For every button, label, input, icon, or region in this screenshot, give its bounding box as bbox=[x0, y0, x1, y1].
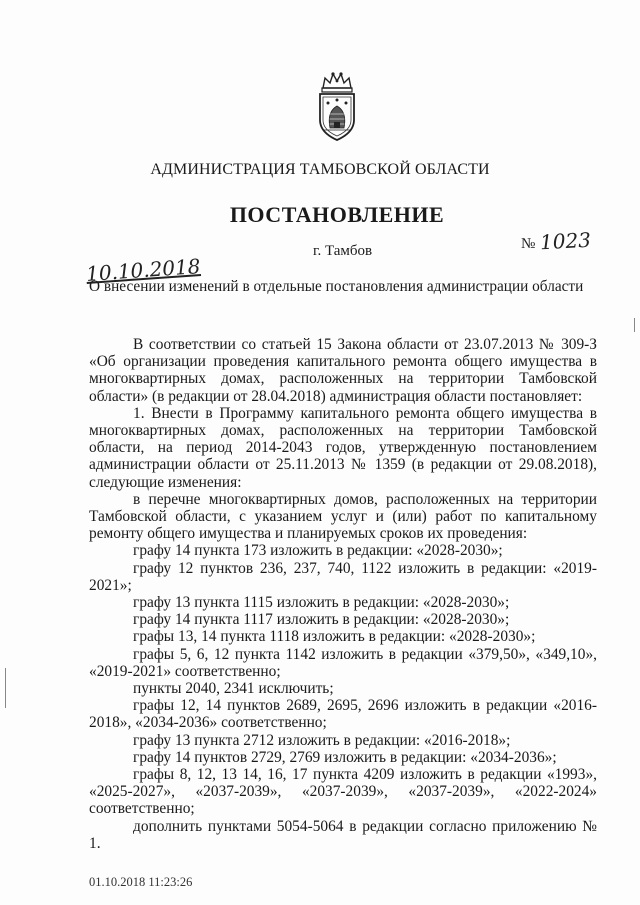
number-label: № bbox=[521, 236, 536, 252]
organization-title: АДМИНИСТРАЦИЯ ТАМБОВСКОЙ ОБЛАСТИ bbox=[150, 161, 490, 178]
paragraph: в перечне многоквартирных домов, расположенных на территории Тамбовской области, с указанием услуг и (или) работ по капитальному ремонту общего имущества и планируемых сроков их проведения: bbox=[89, 490, 597, 543]
scan-artifact bbox=[5, 668, 6, 708]
paragraph: графу 14 пунктов 2729, 2769 изложить в редакции: «2034-2036»; bbox=[133, 748, 557, 766]
paragraph: В соответствии со статьей 15 Закона области от 23.07.2013 № 309-З «Об организации проведения капитального ремонта общего имущества в многоквартирных домах, расположенных на территории Тамбовской области» (в редакции от 28.04.2018) администрация области постановляет: bbox=[89, 336, 597, 405]
paragraph: графы 12, 14 пунктов 2689, 2695, 2696 изложить в редакции «2016-2018», «2034-2036» соответственно; bbox=[89, 697, 597, 732]
tambov-coat-of-arms-icon bbox=[313, 70, 361, 142]
document-subject: О внесении изменений в отдельные постановления администрации области bbox=[89, 278, 584, 295]
paragraph: графу 12 пунктов 236, 237, 740, 1122 изложить в редакции: «2019-2021»; bbox=[89, 559, 597, 594]
paragraph: дополнить пунктами 5054-5064 в редакции согласно приложению № 1. bbox=[89, 817, 597, 852]
paragraph: графу 14 пункта 1117 изложить в редакции: «2028-2030»; bbox=[133, 611, 510, 629]
document-date: 10.10.2018 bbox=[85, 254, 202, 286]
scan-artifact bbox=[634, 318, 635, 332]
document-type: ПОСТАНОВЛЕНИЕ bbox=[229, 202, 445, 227]
paragraph: графу 14 пункта 173 изложить в редакции: «2028-2030»; bbox=[133, 542, 503, 560]
city-label: г. Тамбов bbox=[313, 243, 373, 259]
paragraph: графу 13 пункта 1115 изложить в редакции: «2028-2030»; bbox=[133, 594, 510, 612]
paragraph: графы 8, 12, 13 14, 16, 17 пункта 4209 изложить в редакции «1993», «2025-2027», «2037-2039», «2037-2039», «2037-2039», «2022-2024» соответственно; bbox=[89, 766, 597, 818]
paragraph: графы 13, 14 пункта 1118 изложить в редакции: «2028-2030»; bbox=[133, 628, 536, 646]
document-number: 1023 bbox=[539, 227, 592, 255]
paragraph: 1. Внести в Программу капитального ремонта общего имущества в многоквартирных домах, расположенных на территории Тамбовской области, на период 2014-2043 годов, утвержденную постановлением администрации области от 25.11.2013 № 1359 (в редакции от 29.08.2018), следующие изменения: bbox=[89, 404, 597, 491]
document-body bbox=[89, 336, 597, 852]
print-timestamp: 01.10.2018 11:23:26 bbox=[89, 875, 193, 889]
paragraph: графу 13 пункта 2712 изложить в редакции: «2016-2018»; bbox=[133, 731, 511, 749]
paragraph: пункты 2040, 2341 исключить; bbox=[133, 680, 334, 698]
paragraph: графы 5, 6, 12 пункта 1142 изложить в редакции «379,50», «349,10», «2019-2021» соответственно; bbox=[89, 645, 597, 680]
